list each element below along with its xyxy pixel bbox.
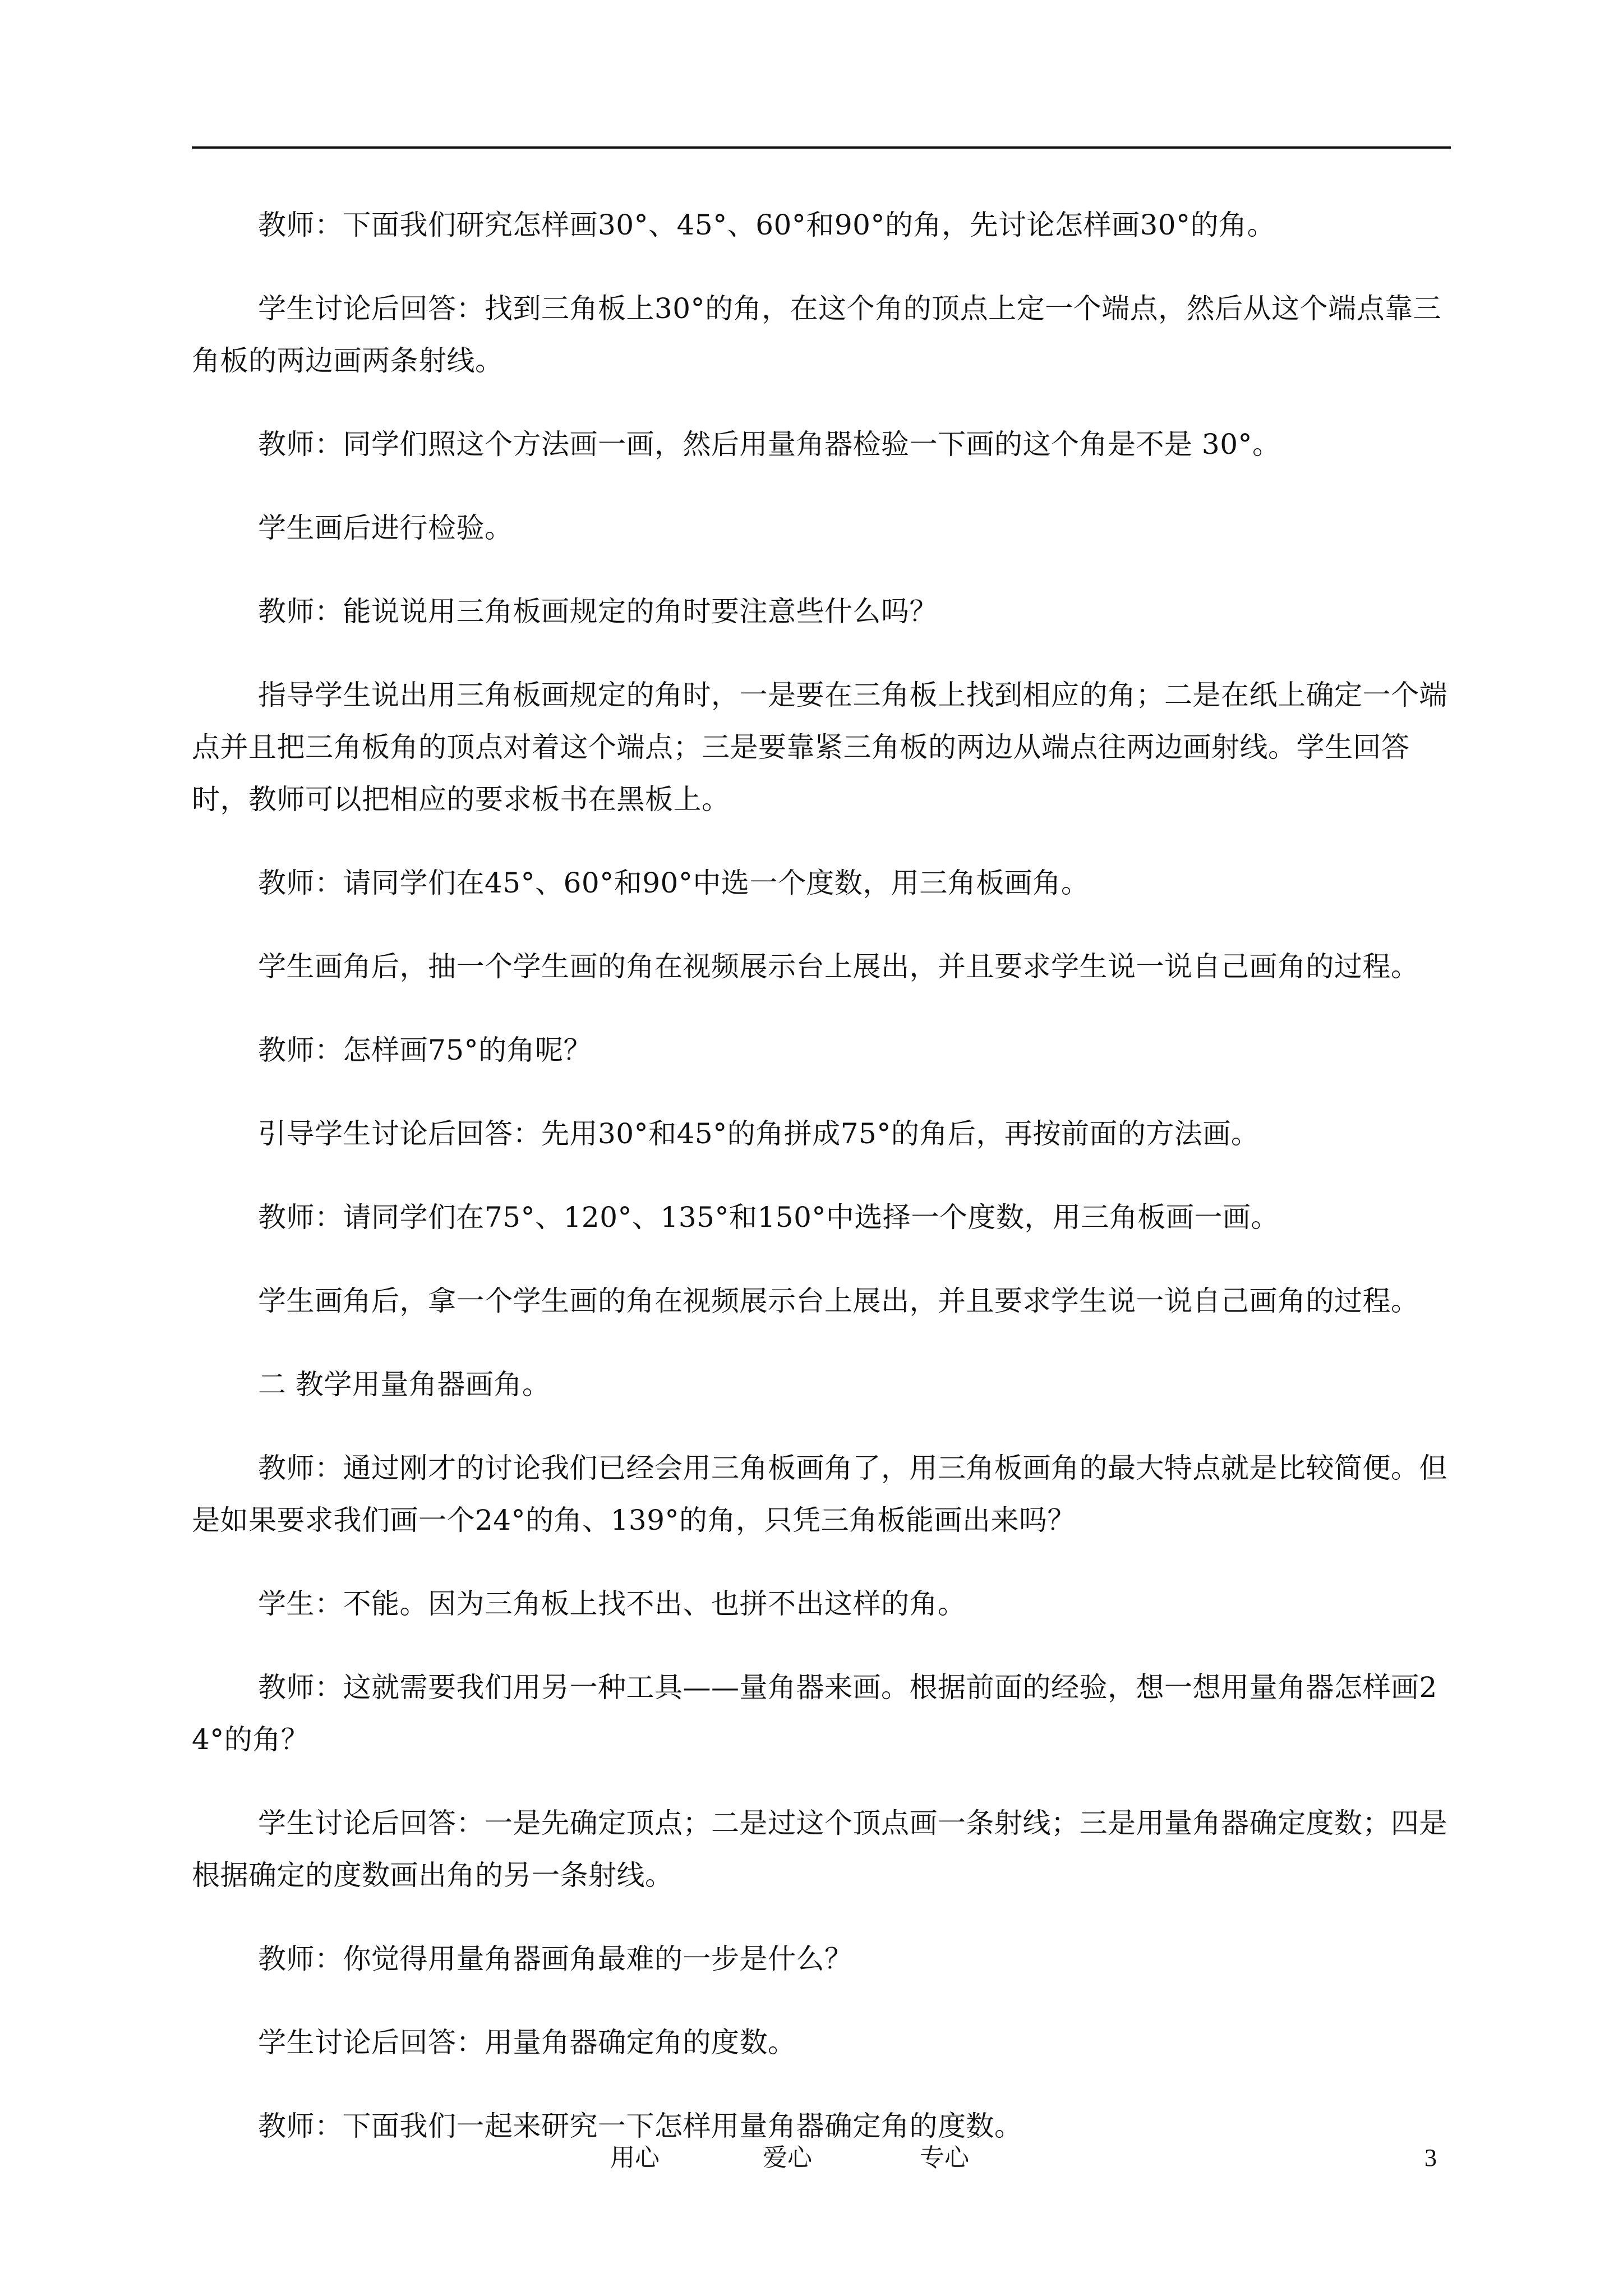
paragraph: 教师：怎样画75°的角呢？ bbox=[258, 1034, 592, 1066]
paragraph: 教师：同学们照这个方法画一画，然后用量角器检验一下画的这个角是不是 30°。 bbox=[258, 428, 1281, 461]
paragraph: 教师：下面我们研究怎样画30°、45°、60°和90°的角，先讨论怎样画30°的角。 bbox=[258, 209, 1276, 241]
footer-motto: 用心 bbox=[610, 2143, 660, 2172]
paragraph: 教师：这就需要我们用另一种工具——量角器来画。根据前面的经验，想一想用量角器怎样画24°的角？ bbox=[192, 1671, 1437, 1756]
header-rule bbox=[192, 146, 1451, 149]
document-body bbox=[192, 199, 1451, 2184]
footer-motto: 专心 bbox=[920, 2143, 969, 2172]
paragraph: 学生讨论后回答：用量角器确定角的度数。 bbox=[258, 2026, 796, 2059]
page-footer bbox=[0, 2138, 1623, 2178]
paragraph: 学生讨论后回答：一是先确定顶点；二是过这个顶点画一条射线；三是用量角器确定度数；四是根据确定的度数画出角的另一条射线。 bbox=[192, 1807, 1447, 1892]
paragraph: 学生画后进行检验。 bbox=[258, 512, 513, 544]
footer-motto: 爱心 bbox=[763, 2143, 812, 2172]
paragraph: 教师：你觉得用量角器画角最难的一步是什么？ bbox=[258, 1943, 853, 1975]
paragraph: 引导学生讨论后回答：先用30°和45°的角拼成75°的角后，再按前面的方法画。 bbox=[258, 1117, 1260, 1150]
paragraph: 学生讨论后回答：找到三角板上30°的角，在这个角的顶点上定一个端点，然后从这个端点靠三角板的两边画两条射线。 bbox=[192, 292, 1442, 377]
paragraph: 学生：不能。因为三角板上找不出、也拼不出这样的角。 bbox=[258, 1588, 966, 1620]
paragraph: 指导学生说出用三角板画规定的角时，一是要在三角板上找到相应的角；二是在纸上确定一个端点并且把三角板角的顶点对着这个端点；三是要靠紧三角板的两边从端点往两边画射线。学生回答时，教师可以把相应的要求板书在黑板上。 bbox=[192, 679, 1447, 816]
page-number: 3 bbox=[1424, 2144, 1437, 2171]
paragraph: 学生画角后，拿一个学生画的角在视频展示台上展出，并且要求学生说一说自己画角的过程。 bbox=[258, 1285, 1419, 1317]
paragraph: 教师：请同学们在75°、120°、135°和150°中选择一个度数，用三角板画一画。 bbox=[258, 1201, 1279, 1234]
paragraph: 学生画角后，抽一个学生画的角在视频展示台上展出，并且要求学生说一说自己画角的过程。 bbox=[258, 950, 1419, 983]
paragraph: 教师：通过刚才的讨论我们已经会用三角板画角了，用三角板画角的最大特点就是比较简便。但是如果要求我们画一个24°的角、139°的角，只凭三角板能画出来吗？ bbox=[192, 1452, 1447, 1536]
paragraph: 教师：能说说用三角板画规定的角时要注意些什么吗？ bbox=[258, 595, 938, 628]
paragraph: 教师：请同学们在45°、60°和90°中选一个度数，用三角板画角。 bbox=[258, 867, 1090, 899]
section-heading: 二 教学用量角器画角。 bbox=[258, 1368, 551, 1401]
paragraph: 教师：下面我们一起来研究一下怎样用量角器确定角的度数。 bbox=[258, 2110, 1023, 2142]
